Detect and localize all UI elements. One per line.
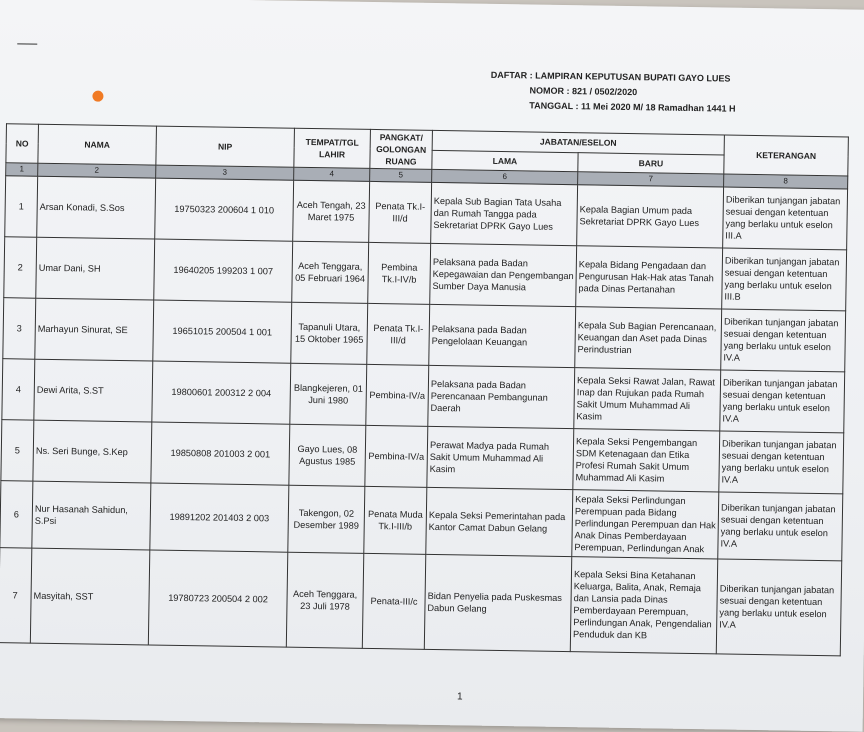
col-number: 3: [156, 165, 294, 180]
cell-lama: Kepala Seksi Pemerintahan pada Kantor Camat Dabun Gelang: [426, 487, 573, 556]
cell-no: 1: [5, 176, 38, 237]
cell-ttl: Blangkejeren, 01 Juni 1980: [290, 363, 367, 425]
document-header: [490, 68, 736, 117]
cell-ttl: Gayo Lues, 08 Agustus 1985: [289, 424, 366, 486]
cell-baru: Kepala Seksi Perlindungan Perempuan pada Bidang Perlindungan Perempuan dan Hak Anak Dinas Pemberdayaan Perempuan, Perlindungan Anak: [572, 490, 719, 559]
cell-keterangan: Diberikan tunjangan jabatan sesuai dengan ketentuan yang berlaku untuk eselon IV.A: [718, 492, 843, 561]
cell-nip: 19780723 200504 2 002: [148, 550, 287, 647]
cell-nama: Marhayun Sinurat, SE: [35, 298, 154, 361]
header-daftar: DAFTAR : LAMPIRAN KEPUTUSAN BUPATI GAYO LUES: [490, 69, 731, 84]
cell-keterangan: Diberikan tunjangan jabatan sesuai dengan ketentuan yang berlaku untuk eselon IV.A: [721, 309, 846, 372]
cell-pangkat: Penata Muda Tk.I-III/b: [364, 486, 427, 554]
cell-keterangan: Diberikan tunjangan jabatan sesuai dengan ketentuan yang berlaku untuk eselon IV.A: [719, 431, 844, 494]
cell-pangkat: Pembina Tk.I-IV/b: [368, 242, 431, 304]
table-row: [0, 548, 842, 656]
col-header-lama: LAMA: [432, 150, 578, 172]
cell-nip: 19651015 200504 1 001: [153, 300, 292, 363]
cell-ttl: Takengon, 02 Desember 1989: [288, 485, 365, 553]
cell-nama: Umar Dani, SH: [36, 237, 155, 300]
page-number: 1: [456, 691, 463, 703]
cell-ttl: Aceh Tengah, 23 Maret 1975: [293, 180, 370, 242]
cell-pangkat: Pembina-IV/a: [365, 425, 428, 487]
cell-lama: Bidan Penyelia pada Puskesmas Dabun Gelang: [424, 554, 571, 651]
col-header-ttl: TEMPAT/TGL LAHIR: [294, 128, 371, 168]
cell-ttl: Aceh Tenggara, 23 Juli 1978: [286, 552, 363, 648]
col-number: 7: [578, 172, 724, 187]
cell-nip: 19850808 201003 2 001: [151, 422, 290, 485]
col-header-keterangan: KETERANGAN: [724, 135, 849, 176]
col-number: 6: [432, 169, 578, 184]
cell-nip: 19640205 199203 1 007: [154, 239, 293, 302]
cell-baru: Kepala Sub Bagian Perencanaan, Keuangan dan Aset pada Dinas Perindustrian: [575, 307, 722, 370]
cell-nama: Ns. Seri Bunge, S.Kep: [33, 420, 152, 483]
dash-mark: [17, 43, 37, 44]
orange-dot-marker: [92, 91, 103, 102]
cell-baru: Kepala Bagian Umum pada Sekretariat DPRK Gayo Lues: [577, 185, 724, 248]
cell-keterangan: Diberikan tunjangan jabatan sesuai dengan ketentuan yang berlaku untuk eselon III.A: [723, 187, 848, 250]
col-number: 8: [724, 174, 848, 189]
cell-no: 5: [1, 420, 34, 481]
header-tanggal: TANGGAL : 11 Mei 2020 M/ 18 Ramadhan 1441 H: [529, 100, 736, 114]
col-number: 5: [370, 168, 432, 182]
cell-ttl: Aceh Tenggara, 05 Februari 1964: [292, 241, 369, 303]
col-header-no: NO: [6, 124, 39, 163]
col-header-jabatan: JABATAN/ESELON: [432, 130, 724, 154]
cell-no: 7: [0, 548, 32, 643]
cell-no: 6: [0, 481, 33, 548]
col-number: 4: [294, 167, 370, 181]
cell-baru: Kepala Seksi Pengembangan SDM Ketenagaan dan Etika Profesi Rumah Sakit Umum Muhammad Ali Kasim: [573, 429, 720, 492]
cell-nip: 19800601 200312 2 004: [152, 361, 291, 424]
cell-no: 4: [2, 359, 35, 420]
col-header-nama: NAMA: [38, 124, 157, 165]
header-nomor: NOMOR : 821 / 0502/2020: [529, 85, 638, 98]
cell-pangkat: Penata Tk.I-III/d: [369, 181, 432, 243]
col-header-baru: BARU: [578, 152, 724, 174]
col-number: 2: [38, 163, 156, 178]
cell-baru: Kepala Seksi Bina Ketahanan Keluarga, Balita, Anak, Remaja dan Lansia pada Dinas Pemberdayaan Perempuan, Perlindungan Anak, Pengendalian Penduduk dan KB: [570, 557, 717, 654]
cell-lama: Pelaksana pada Badan Perencanaan Pembangunan Daerah: [428, 365, 575, 428]
col-header-nip: NIP: [156, 126, 295, 167]
cell-nip: 19750323 200604 1 010: [155, 178, 294, 241]
cell-lama: Perawat Madya pada Rumah Sakit Umum Muhammad Ali Kasim: [427, 426, 574, 489]
cell-keterangan: Diberikan tunjangan jabatan sesuai dengan ketentuan yang berlaku untuk eselon III.B: [722, 248, 847, 311]
cell-pangkat: Penata Tk.I-III/d: [367, 303, 430, 365]
cell-ttl: Tapanuli Utara, 15 Oktober 1965: [291, 302, 368, 364]
cell-baru: Kepala Seksi Rawat Jalan, Rawat Inap dan Rujukan pada Rumah Sakit Umum Muhammad Ali Kasim: [574, 368, 721, 431]
cell-nama: Arsan Konadi, S.Sos: [37, 176, 156, 239]
cell-pangkat: Pembina-IV/a: [366, 364, 429, 426]
header-row-1: [6, 124, 848, 157]
cell-lama: Pelaksana pada Badan Pengelolaan Keuangan: [429, 304, 576, 367]
cell-no: 2: [4, 237, 37, 298]
cell-nip: 19891202 201403 2 003: [150, 483, 289, 552]
col-number: 1: [6, 163, 38, 177]
lampiran-table: [0, 123, 849, 656]
col-header-pangkat: PANGKAT/ GOLONGAN RUANG: [370, 129, 433, 169]
cell-pangkat: Penata-III/c: [362, 553, 425, 649]
cell-nama: Masyitah, SST: [30, 548, 149, 645]
cell-nama: Nur Hasanah Sahidun, S.Psi: [32, 481, 151, 550]
cell-keterangan: Diberikan tunjangan jabatan sesuai dengan ketentuan yang berlaku untuk eselon IV.A: [720, 370, 845, 433]
cell-lama: Kepala Sub Bagian Tata Usaha dan Rumah Tangga pada Sekretariat DPRK Gayo Lues: [431, 182, 578, 245]
cell-keterangan: Diberikan tunjangan jabatan sesuai dengan ketentuan yang berlaku untuk eselon IV.A: [716, 559, 841, 656]
cell-baru: Kepala Bidang Pengadaan dan Pengurusan Hak-Hak atas Tanah pada Dinas Pertanahan: [576, 246, 723, 309]
cell-nama: Dewi Arita, S.ST: [34, 359, 153, 422]
cell-no: 3: [3, 298, 36, 359]
cell-lama: Pelaksana pada Badan Kepegawaian dan Pengembangan Sumber Daya Manusia: [430, 243, 577, 306]
